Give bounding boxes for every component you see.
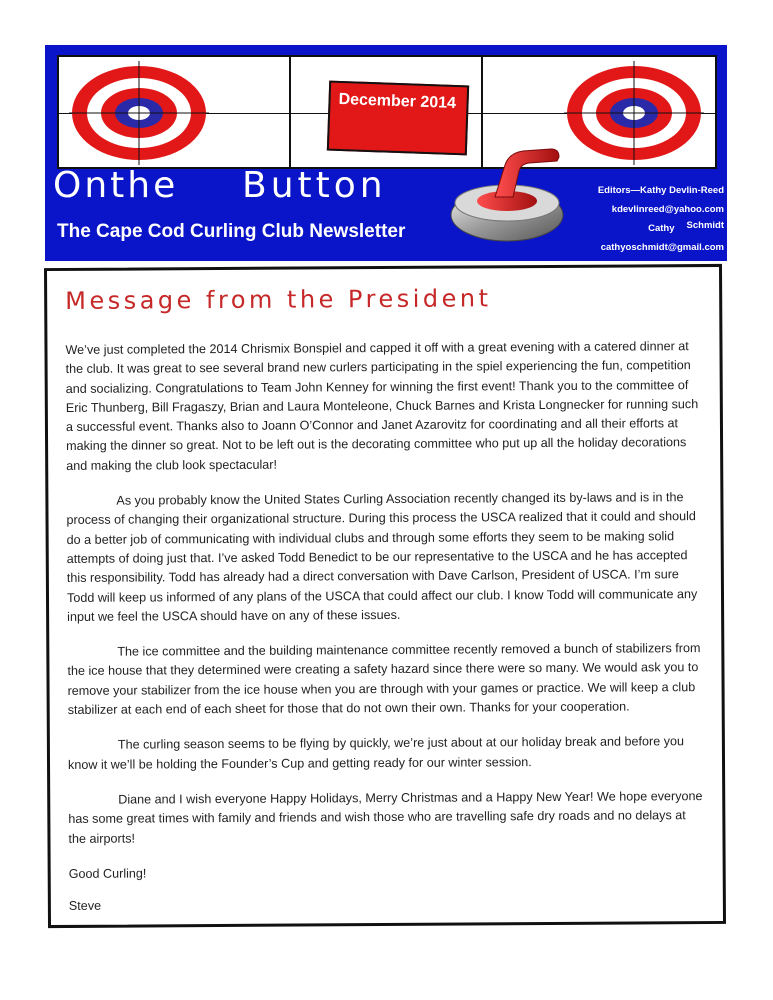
newsletter-title-part1: Onthe: [53, 165, 179, 206]
paragraph: The ice committee and the building maintenance committee recently removed a bunch of stabilizers from the ice house that they determined were creating a safety hazard since there were so many. We would ask you to remove your stabilizer from the ice house when you are through with your games or practice. We will keep a club stabilizer at each end of each sheet for those that do not own their own. Thanks for your cooperation.: [67, 641, 701, 717]
paragraph: We’ve just completed the 2014 Chrismix Bonspiel and capped it off with a great evening with a catered dinner at the club. It was great to see several brand new curlers participating in the spiel experiencing the fun, competition and socializing. Congratulations to Team John Kenney for winning the first event! Thank you to the committee of Eric Thunberg, Bill Fragaszy, Brian and Laura Monteleone, Chuck Barnes and Krista Longnecker for running such a successful event. Thanks also to Joann O’Connor and Janet Azarovitz for coordinating and all their efforts at making the dinner so great. Not to be left out is the decorating committee who put up all the holiday decorations and making the club look spectacular!: [65, 339, 699, 473]
paragraph: The curling season seems to be flying by quickly, we’re just about at our holiday break and before you know it we’ll be holding the Founder’s Cup and getting ready for our winter session.: [67, 734, 685, 772]
newsletter-subtitle: The Cape Cod Curling Club Newsletter: [57, 221, 406, 242]
curling-sheet-graphic: [57, 55, 717, 169]
editor2-name: [648, 219, 724, 238]
signature: Steve: [68, 898, 102, 914]
editor2-last: Schmidt: [686, 220, 724, 231]
editor2-email: cathyoschmidt@gmail.com: [600, 242, 724, 253]
editors-credits: [598, 181, 724, 257]
paragraph: Diane and I wish everyone Happy Holidays, Merry Christmas and a Happy New Year! We hope everyone has some great times with family and friends and wish those who are travelling safe dry roads and no delays at the airports!: [68, 789, 703, 846]
editors-label: Editors—Kathy Devlin-Reed: [597, 185, 724, 196]
hog-line-left: [289, 57, 291, 167]
editor1-email: kdevlinreed@yahoo.com: [611, 204, 724, 215]
president-message-article: [44, 264, 726, 928]
newsletter-title-part2: Button: [242, 165, 387, 206]
curling-house-icon: [69, 61, 209, 165]
newsletter-masthead: [45, 45, 727, 261]
article-heading: Message from the President: [65, 284, 492, 315]
curling-stone-icon: [447, 137, 577, 257]
closing-line: Good Curling!: [68, 866, 147, 881]
article-body: [65, 337, 707, 932]
curling-house-icon: [564, 61, 704, 165]
issue-date: December 2014: [338, 90, 457, 113]
paragraph: As you probably know the United States Curling Association recently changed its by-laws and is in the process of changing their organizational structure. During this process the USCA realized that it could and should do a better job of communicating with individual clubs and through some efforts they seem to be making solid attempts of doing just that. I’ve asked Todd Benedict to be our representative to the USCA and he has accepted this responsibility. Todd has already had a direct conversation with Dave Carlson, President of USCA. I’m sure Todd will keep us informed of any plans of the USCA that could affect our club. I know Todd will communicate any input we feel the USCA should have on any of these issues.: [66, 490, 698, 624]
editor2-first: Cathy: [648, 223, 675, 234]
